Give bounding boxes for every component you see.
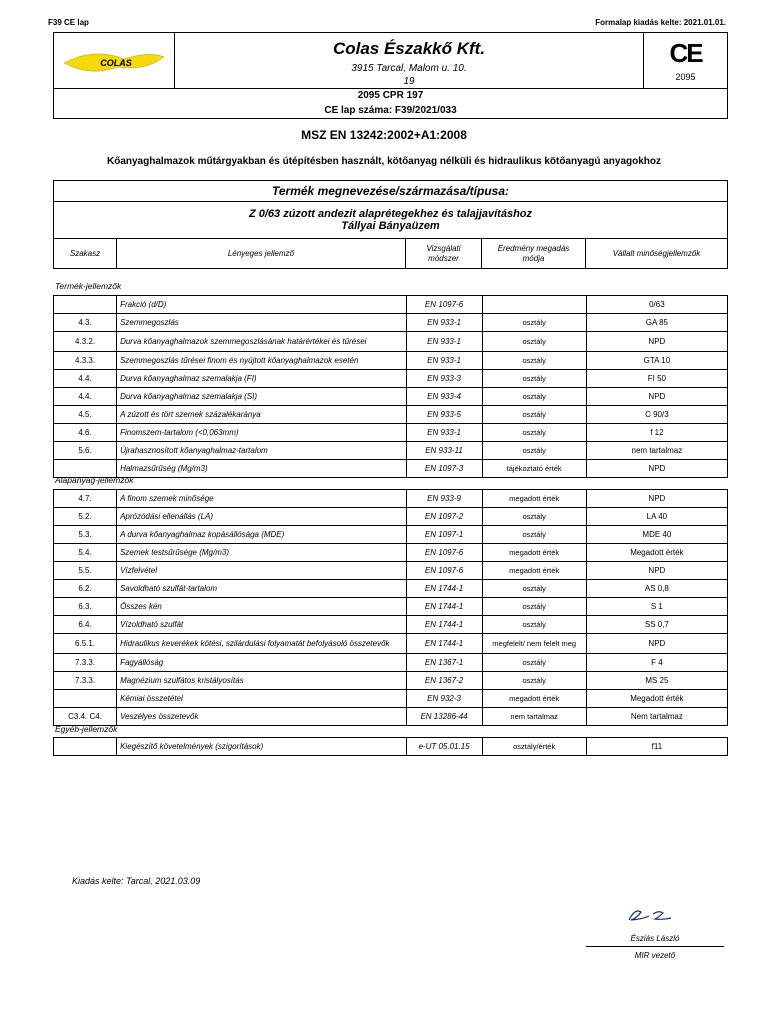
table-row <box>54 544 728 562</box>
cell-modszer: EN 933-1 <box>406 424 482 442</box>
cell-szakasz: 4.4. <box>54 388 117 406</box>
cell-eredmeny: osztály <box>482 598 586 616</box>
cell-vallalt: Nem tartalmaz <box>586 708 727 726</box>
signature-icon <box>625 904 685 926</box>
col-modszer <box>406 239 482 268</box>
cell-vallalt: MDE 40 <box>586 526 727 544</box>
cell-modszer: EN 1097-2 <box>406 508 482 526</box>
cell-vallalt: f11 <box>586 738 727 756</box>
table-row <box>54 314 728 332</box>
section-termek: Termék-jellemzők <box>55 281 122 291</box>
table-row <box>54 672 728 690</box>
cell-jellemzo: A finom szemek minősége <box>117 490 406 508</box>
cell-eredmeny: osztály <box>482 580 586 598</box>
cell-jellemzo: Durva kőanyaghalmaz szemalakja (SI) <box>117 388 406 406</box>
cell-jellemzo: Aprózódási ellenállás (LA) <box>117 508 406 526</box>
cell-modszer: EN 1097-1 <box>406 526 482 544</box>
cell-modszer: EN 1367-2 <box>406 672 482 690</box>
table-alapanyag <box>53 489 728 726</box>
colas-logo <box>54 33 174 88</box>
cell-jellemzo: Újrahasznosított kőanyaghalmaz-tartalom <box>117 442 406 460</box>
cell-jellemzo: A durva kőanyaghalmaz kopásállósága (MDE) <box>117 526 406 544</box>
cell-modszer: EN 13286-44 <box>406 708 482 726</box>
cell-eredmeny: osztály/érték <box>482 738 586 756</box>
table-row <box>54 442 728 460</box>
table-row <box>54 508 728 526</box>
cell-eredmeny: osztály <box>482 654 586 672</box>
cell-szakasz <box>54 738 117 756</box>
cell-vallalt: SS 0,7 <box>586 616 727 634</box>
company-address <box>174 62 644 88</box>
column-headers <box>54 239 727 268</box>
table-row <box>54 370 728 388</box>
product-name-line1: Z 0/63 zúzott andezit alaprétegekhez és talajjavításhoz <box>248 208 533 220</box>
cell-szakasz: 4.7. <box>54 490 117 508</box>
logo-cell <box>54 33 175 88</box>
cell-eredmeny: osztály <box>482 672 586 690</box>
cell-modszer: EN 1097-6 <box>406 296 482 314</box>
cell-eredmeny: osztály <box>482 406 586 424</box>
cell-szakasz: 5.4. <box>54 544 117 562</box>
cell-vallalt: NPD <box>586 490 727 508</box>
cell-szakasz: 4.3. <box>54 314 117 332</box>
cell-jellemzo: Hidraulikus keverékek kötési, szilárdulási folyamatát befolyásoló összetevők <box>117 634 406 654</box>
table-row <box>54 460 728 478</box>
cell-szakasz <box>54 690 117 708</box>
table-row <box>54 352 728 370</box>
cell-jellemzo: Durva kőanyaghalmaz szemalakja (FI) <box>117 370 406 388</box>
cell-szakasz: 4.3.2. <box>54 332 117 352</box>
cell-modszer: EN 933-9 <box>406 490 482 508</box>
cell-jellemzo: Finomszem-tartalom (<0,063mm) <box>117 424 406 442</box>
cell-vallalt: FI 50 <box>586 370 727 388</box>
form-code: F39 CE lap <box>48 18 89 27</box>
scope-text: Kőanyaghalmazok műtárgyakban és útépítésben használt, kötőanyag nélküli és hidraulikus kötőanyagú anyagokhoz <box>106 156 662 167</box>
cell-eredmeny: osztály <box>482 616 586 634</box>
cell-modszer: EN 1744-1 <box>406 580 482 598</box>
table-egyeb <box>53 737 728 756</box>
cell-vallalt: NPD <box>586 332 727 352</box>
cell-jellemzo: Magnézium szulfátos kristályosítás <box>117 672 406 690</box>
cell-vallalt: GA 85 <box>586 314 727 332</box>
cell-jellemzo: Savoldható szulfát-tartalom <box>117 580 406 598</box>
company-name: Colas Északkő Kft. <box>332 39 486 58</box>
cell-modszer: EN 933-1 <box>406 352 482 370</box>
cell-szakasz: C3.4. C4. <box>54 708 117 726</box>
cell-vallalt: Megadott érték <box>586 544 727 562</box>
product-box <box>53 180 728 269</box>
cell-modszer: EN 1097-6 <box>406 562 482 580</box>
cell-vallalt: LA 40 <box>586 508 727 526</box>
cell-jellemzo: Szemmegoszlás tűrései finom és nyújtott kőanyaghalmazok esetén <box>117 352 406 370</box>
cell-vallalt: MS 25 <box>586 672 727 690</box>
cell-vallalt: Megadott érték <box>586 690 727 708</box>
cell-vallalt: C 90/3 <box>586 406 727 424</box>
cell-jellemzo: Szemmegoszlás <box>117 314 406 332</box>
cell-eredmeny: osztály <box>482 370 586 388</box>
cell-jellemzo: Összes kén <box>117 598 406 616</box>
col-eredmeny <box>482 239 586 268</box>
header-divider <box>54 88 727 89</box>
table-row <box>54 332 728 352</box>
cell-szakasz: 6.2. <box>54 580 117 598</box>
table-row <box>54 296 728 314</box>
table-row <box>54 406 728 424</box>
cell-szakasz: 7.3.3. <box>54 654 117 672</box>
cell-vallalt: f 12 <box>586 424 727 442</box>
product-name-line2: Tállyai Bányaüzem <box>341 220 440 232</box>
col-modszer-l2: módszer <box>428 253 459 263</box>
cell-jellemzo: Durva kőanyaghalmazok szemmegoszlásának határértékei és tűrései <box>117 332 406 352</box>
table-row <box>54 388 728 406</box>
table-row <box>54 526 728 544</box>
section-egyeb: Egyéb-jellemzők <box>55 724 118 734</box>
cell-modszer: EN 1097-6 <box>406 544 482 562</box>
product-title: Termék megnevezése/származása/típusa: <box>54 181 727 202</box>
address-line2: 19 <box>403 76 415 87</box>
cell-eredmeny: megadott érték <box>482 562 586 580</box>
cell-jellemzo: Vízfelvétel <box>117 562 406 580</box>
table-termek <box>53 295 728 478</box>
cell-eredmeny: megfelelt/ nem felelt meg <box>482 634 586 654</box>
table-row <box>54 598 728 616</box>
ce-mark-icon: CE <box>669 38 702 68</box>
signer-role: MIR vezető <box>634 951 676 960</box>
table-row <box>54 708 728 726</box>
product-name <box>54 202 727 239</box>
address-line1: 3915 Tarcal, Malom u. 10. <box>351 63 467 74</box>
table-row <box>54 490 728 508</box>
ce-sheet-number: CE lap száma: F39/2021/033 <box>324 105 457 116</box>
cell-szakasz: 5.5. <box>54 562 117 580</box>
cell-szakasz: 4.3.3. <box>54 352 117 370</box>
cell-vallalt: F 4 <box>586 654 727 672</box>
cell-vallalt: NPD <box>586 562 727 580</box>
cell-eredmeny: osztály <box>482 352 586 370</box>
cell-jellemzo: Frakció (d/D) <box>117 296 406 314</box>
ce-cell <box>643 33 727 88</box>
issue-date: Kiadás kelte: Tarcal, 2021.03.09 <box>72 876 201 886</box>
cell-modszer: EN 933-11 <box>406 442 482 460</box>
col-eredmeny-l1: Eredmény megadás <box>497 243 570 253</box>
table-row <box>54 580 728 598</box>
cell-szakasz: 5.2. <box>54 508 117 526</box>
cell-eredmeny: osztály <box>482 424 586 442</box>
cell-jellemzo: Szemek testsűrűsége (Mg/m3) <box>117 544 406 562</box>
table-row <box>54 616 728 634</box>
notified-body-number: 2095 <box>675 72 696 82</box>
cell-modszer: EN 933-5 <box>406 406 482 424</box>
cell-eredmeny: tájékoztató érték <box>482 460 586 478</box>
cell-modszer: EN 1744-1 <box>406 616 482 634</box>
cell-szakasz: 4.6. <box>54 424 117 442</box>
col-modszer-l1: Vizsgálati <box>426 243 461 253</box>
header-box <box>53 32 728 119</box>
cell-jellemzo: Vízoldható szulfát <box>117 616 406 634</box>
cell-szakasz <box>54 296 117 314</box>
cell-szakasz: 6.3. <box>54 598 117 616</box>
cell-modszer: EN 933-4 <box>406 388 482 406</box>
cell-szakasz: 4.5. <box>54 406 117 424</box>
cell-szakasz: 5.6. <box>54 442 117 460</box>
cell-szakasz: 6.4. <box>54 616 117 634</box>
logo-text: COLAS <box>100 58 132 68</box>
cell-eredmeny: osztály <box>482 314 586 332</box>
cell-jellemzo: Halmazsűrűség (Mg/m3) <box>117 460 406 478</box>
cell-vallalt: GTA 10 <box>586 352 727 370</box>
section-alapanyag: Alapanyag-jellemzők <box>55 475 134 485</box>
cell-eredmeny: megadott érték <box>482 490 586 508</box>
cell-vallalt: S 1 <box>586 598 727 616</box>
cell-szakasz: 7.3.3. <box>54 672 117 690</box>
table-row <box>54 562 728 580</box>
cell-vallalt: NPD <box>586 634 727 654</box>
cell-modszer: EN 1744-1 <box>406 634 482 654</box>
table-row <box>54 738 728 756</box>
col-eredmeny-l2: módja <box>522 253 545 263</box>
cell-vallalt: AS 0,8 <box>586 580 727 598</box>
table-row <box>54 690 728 708</box>
cell-eredmeny <box>482 296 586 314</box>
cell-modszer: EN 932-3 <box>406 690 482 708</box>
cell-modszer: EN 1367-1 <box>406 654 482 672</box>
cell-eredmeny: osztály <box>482 442 586 460</box>
cell-modszer: EN 933-1 <box>406 332 482 352</box>
form-issue-date: Formalap kiadás kelte: 2021.01.01. <box>595 18 726 27</box>
col-szakasz: Szakasz <box>54 239 117 268</box>
cell-modszer: EN 1097-3 <box>406 460 482 478</box>
cell-vallalt: nem tartalmaz <box>586 442 727 460</box>
cell-eredmeny: osztály <box>482 388 586 406</box>
cpr-number: 2095 CPR 197 <box>357 90 424 101</box>
cell-modszer: e-UT 05.01.15 <box>406 738 482 756</box>
cell-eredmeny: megadott érték <box>482 544 586 562</box>
cell-jellemzo: Kiegészítő követelmények (szigorítások) <box>117 738 406 756</box>
cell-eredmeny: osztály <box>482 508 586 526</box>
cell-szakasz: 4.4. <box>54 370 117 388</box>
table-row <box>54 424 728 442</box>
cell-modszer: EN 933-1 <box>406 314 482 332</box>
cell-modszer: EN 1744-1 <box>406 598 482 616</box>
col-vallalt: Vállalt minőségjellemzők <box>612 248 701 258</box>
cell-jellemzo: Kémiai összetétel <box>117 690 406 708</box>
cell-eredmeny: megadott érték <box>482 690 586 708</box>
cell-jellemzo: Fagyállóság <box>117 654 406 672</box>
cell-vallalt: NPD <box>586 460 727 478</box>
cell-eredmeny: osztály <box>482 332 586 352</box>
signature-line <box>586 946 724 947</box>
cell-vallalt: 0/63 <box>586 296 727 314</box>
cell-vallalt: NPD <box>586 388 727 406</box>
cell-szakasz: 6.5.1. <box>54 634 117 654</box>
cell-szakasz: 5.3. <box>54 526 117 544</box>
cell-eredmeny: osztály <box>482 526 586 544</box>
cell-jellemzo: A zúzott és tört szemek százalékaránya <box>117 406 406 424</box>
table-row <box>54 654 728 672</box>
cell-jellemzo: Veszélyes összetevők <box>117 708 406 726</box>
cell-modszer: EN 933-3 <box>406 370 482 388</box>
signer-name: Észiás László <box>630 934 680 943</box>
table-row <box>54 634 728 654</box>
cell-eredmeny: nem tartalmaz <box>482 708 586 726</box>
standard-title: MSZ EN 13242:2002+A1:2008 <box>301 128 467 142</box>
col-jellemzo: Lényeges jellemző <box>117 239 406 268</box>
